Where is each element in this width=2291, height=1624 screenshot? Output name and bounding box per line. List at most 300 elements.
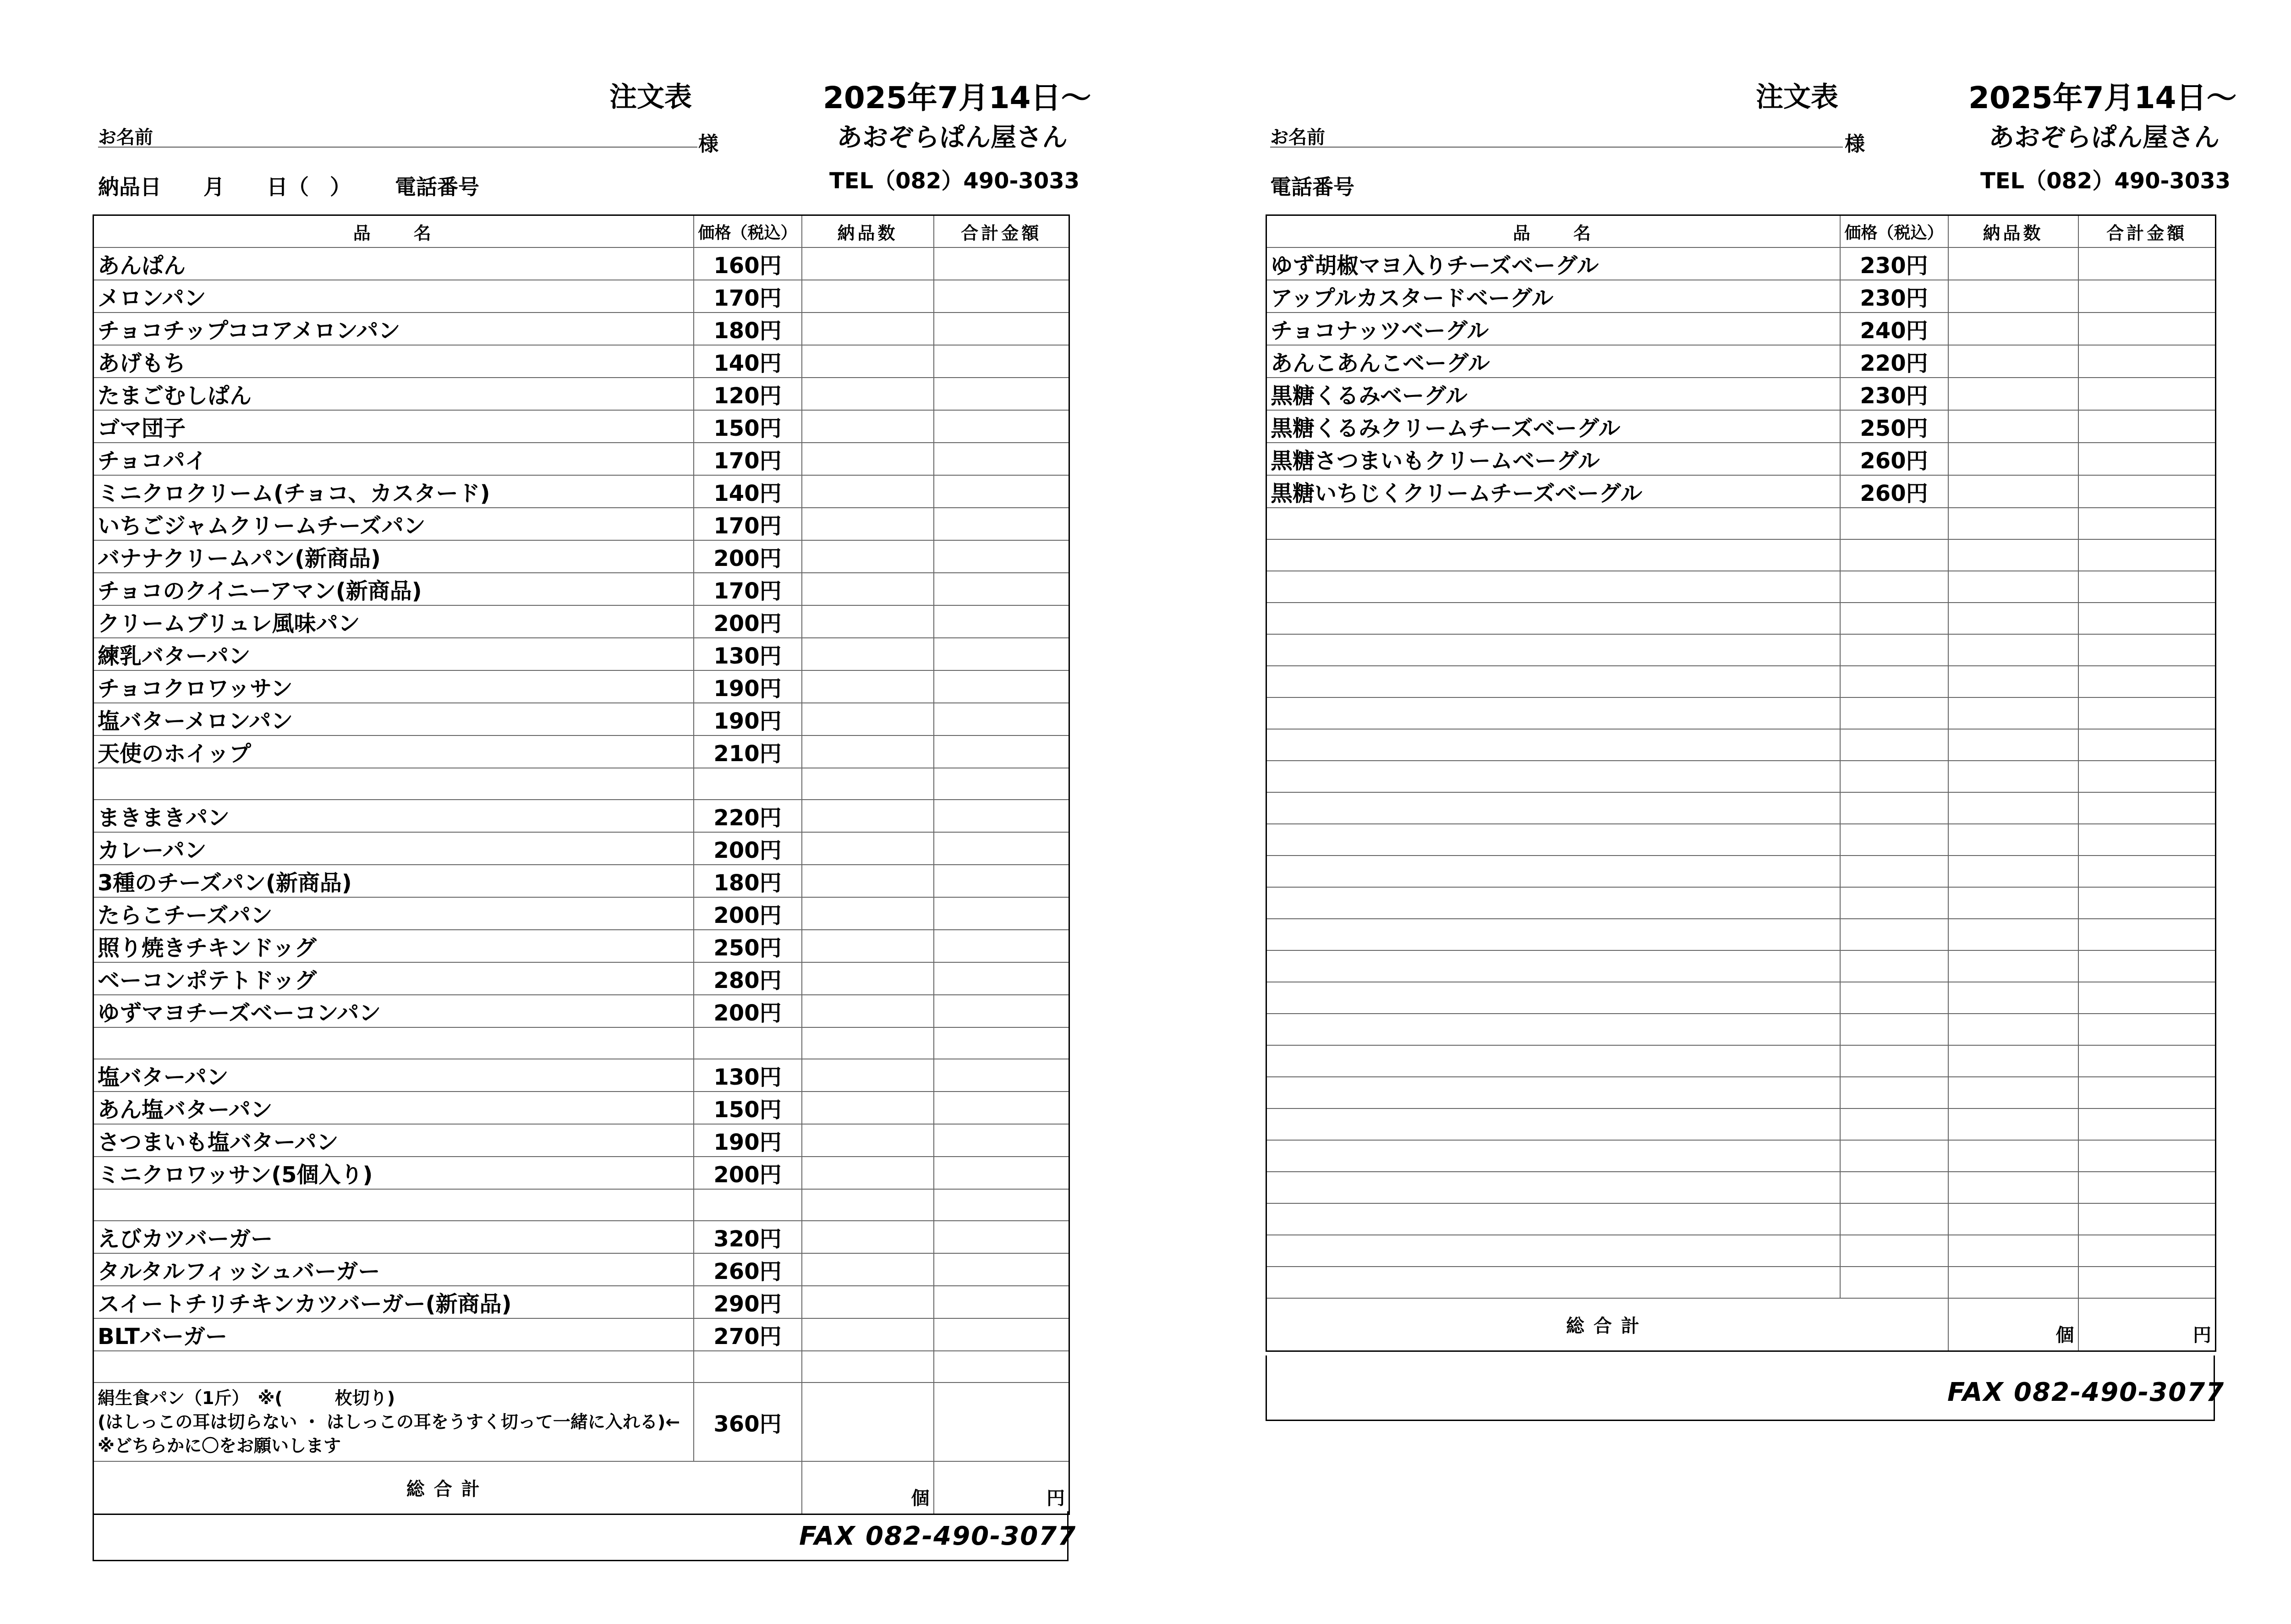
- item-name: [1266, 1140, 1840, 1172]
- item-amount[interactable]: [934, 1124, 1069, 1157]
- table-row: [93, 313, 1069, 345]
- item-name: [1266, 761, 1840, 792]
- column-name: 品 名: [1266, 215, 1840, 248]
- item-amount[interactable]: [934, 1318, 1069, 1351]
- item-amount[interactable]: [2078, 345, 2216, 378]
- item-name: 練乳バターパン: [93, 638, 694, 670]
- item-amount[interactable]: [934, 768, 1069, 800]
- item-price: [1840, 729, 1948, 761]
- tel-number: TEL（082）490-3033: [829, 168, 1080, 194]
- item-qty[interactable]: [802, 345, 934, 378]
- item-qty[interactable]: [1948, 280, 2078, 313]
- item-amount[interactable]: [934, 638, 1069, 670]
- item-amount[interactable]: [2078, 697, 2216, 729]
- item-name: [1266, 950, 1840, 982]
- item-name: [1266, 508, 1840, 539]
- item-price: [1840, 697, 1948, 729]
- item-qty[interactable]: [802, 443, 934, 475]
- table-row: [93, 1157, 1069, 1189]
- item-qty[interactable]: [1948, 950, 2078, 982]
- item-price: [1840, 603, 1948, 634]
- item-amount[interactable]: [934, 865, 1069, 897]
- item-amount[interactable]: [2078, 1203, 2216, 1235]
- item-qty[interactable]: [802, 573, 934, 605]
- table-row: [1266, 508, 2216, 539]
- item-qty[interactable]: [802, 410, 934, 443]
- item-price: 180円: [694, 313, 802, 345]
- table-row: [1266, 1108, 2216, 1140]
- item-qty[interactable]: [802, 735, 934, 768]
- total-qty[interactable]: 個: [1948, 1298, 2078, 1351]
- item-name: [1266, 982, 1840, 1014]
- item-price: 170円: [694, 280, 802, 313]
- sama-label: 様: [1845, 132, 1865, 156]
- item-name: [1266, 666, 1840, 697]
- item-qty[interactable]: [1948, 475, 2078, 508]
- item-qty[interactable]: [1948, 1077, 2078, 1108]
- bread-item-amount[interactable]: [934, 1383, 1069, 1461]
- item-name: ミニクロクリーム(チョコ、カスタード): [93, 475, 694, 508]
- item-qty[interactable]: [802, 378, 934, 410]
- item-name: まきまきパン: [93, 800, 694, 832]
- table-row: [1266, 950, 2216, 982]
- item-amount[interactable]: [934, 345, 1069, 378]
- item-qty[interactable]: [802, 1027, 934, 1059]
- table-row: [93, 832, 1069, 865]
- item-qty[interactable]: [1948, 571, 2078, 603]
- table-row: [93, 540, 1069, 573]
- item-qty[interactable]: [802, 1318, 934, 1351]
- table-row: [93, 280, 1069, 313]
- item-qty[interactable]: [802, 800, 934, 832]
- item-qty[interactable]: [1948, 603, 2078, 634]
- bread-item-cell: [93, 1383, 694, 1461]
- item-amount[interactable]: [2078, 982, 2216, 1014]
- item-name: スイートチリチキンカツバーガー(新商品): [93, 1286, 694, 1318]
- table-row: [1266, 1267, 2216, 1298]
- item-qty[interactable]: [802, 1286, 934, 1318]
- total-amount[interactable]: 円: [2078, 1298, 2216, 1351]
- item-price: [1840, 887, 1948, 919]
- item-amount[interactable]: [2078, 761, 2216, 792]
- item-price: 220円: [1840, 345, 1948, 378]
- item-name: クリームブリュレ風味パン: [93, 605, 694, 638]
- table-row: [1266, 539, 2216, 571]
- item-name: [1266, 1235, 1840, 1267]
- item-qty[interactable]: [1948, 410, 2078, 443]
- item-amount[interactable]: [934, 443, 1069, 475]
- phone-label: 電話番号: [395, 175, 479, 199]
- table-row: [1266, 1235, 2216, 1267]
- item-qty[interactable]: [1948, 508, 2078, 539]
- item-amount[interactable]: [934, 378, 1069, 410]
- item-qty[interactable]: [802, 508, 934, 540]
- item-qty[interactable]: [802, 1351, 934, 1383]
- item-name: チョコクロワッサン: [93, 670, 694, 703]
- item-amount[interactable]: [2078, 729, 2216, 761]
- item-price: 170円: [694, 443, 802, 475]
- item-amount[interactable]: [2078, 508, 2216, 539]
- item-qty[interactable]: [1948, 697, 2078, 729]
- item-price: 200円: [694, 897, 802, 930]
- bread-item-qty[interactable]: [802, 1383, 934, 1461]
- item-price: [1840, 824, 1948, 856]
- item-qty[interactable]: [802, 897, 934, 930]
- item-amount[interactable]: [934, 832, 1069, 865]
- item-price: 210円: [694, 735, 802, 768]
- item-name: ベーコンポテトドッグ: [93, 962, 694, 995]
- item-amount[interactable]: [2078, 792, 2216, 824]
- table-row: [1266, 792, 2216, 824]
- column-amount: 合計金額: [2078, 215, 2216, 248]
- item-price: 200円: [694, 605, 802, 638]
- table-row: [1266, 634, 2216, 666]
- item-amount[interactable]: [934, 1059, 1069, 1092]
- item-qty[interactable]: [1948, 1267, 2078, 1298]
- item-qty[interactable]: [802, 280, 934, 313]
- item-amount[interactable]: [2078, 539, 2216, 571]
- item-name: BLTバーガー: [93, 1318, 694, 1351]
- item-name: [1266, 539, 1840, 571]
- table-row: [93, 1027, 1069, 1059]
- column-header-row: [1266, 215, 2216, 248]
- table-row: [1266, 887, 2216, 919]
- item-amount[interactable]: [934, 897, 1069, 930]
- table-row: [93, 410, 1069, 443]
- item-name: [1266, 919, 1840, 950]
- item-qty[interactable]: [802, 962, 934, 995]
- table-row: [1266, 410, 2216, 443]
- table-row: [93, 475, 1069, 508]
- item-name: [1266, 1045, 1840, 1077]
- item-price: [1840, 1203, 1948, 1235]
- item-qty[interactable]: [1948, 792, 2078, 824]
- name-input-line[interactable]: [98, 147, 697, 148]
- item-name: [1266, 697, 1840, 729]
- item-price: 160円: [694, 247, 802, 280]
- item-price: [1840, 919, 1948, 950]
- item-name: ゆず胡椒マヨ入りチーズベーグル: [1266, 247, 1840, 280]
- item-price: 140円: [694, 475, 802, 508]
- item-price: 200円: [694, 832, 802, 865]
- item-amount[interactable]: [934, 735, 1069, 768]
- item-name: 照り焼きチキンドッグ: [93, 930, 694, 962]
- item-qty[interactable]: [1948, 729, 2078, 761]
- bread-item-name: 絹生食パン（1斤） ※( 枚切り): [98, 1388, 395, 1408]
- item-amount[interactable]: [934, 1157, 1069, 1189]
- bread-item-option: (はしっこの耳は切らない ・ はしっこの耳をうすく切って一緒に入れる)←: [98, 1412, 680, 1432]
- item-price: [1840, 761, 1948, 792]
- table-row: [93, 1286, 1069, 1318]
- item-qty[interactable]: [1948, 856, 2078, 887]
- item-amount[interactable]: [2078, 475, 2216, 508]
- total-row: [93, 1461, 1069, 1514]
- item-name: たまごむしぱん: [93, 378, 694, 410]
- table-row: [1266, 697, 2216, 729]
- item-qty[interactable]: [1948, 1014, 2078, 1045]
- item-amount[interactable]: [2078, 1172, 2216, 1203]
- item-qty[interactable]: [1948, 1140, 2078, 1172]
- table-row: [93, 378, 1069, 410]
- item-amount[interactable]: [934, 1027, 1069, 1059]
- item-price: [1840, 1108, 1948, 1140]
- item-amount[interactable]: [934, 670, 1069, 703]
- item-amount[interactable]: [2078, 378, 2216, 410]
- item-name: アップルカスタードベーグル: [1266, 280, 1840, 313]
- item-amount[interactable]: [934, 573, 1069, 605]
- table-row: [1266, 571, 2216, 603]
- table-row: [1266, 761, 2216, 792]
- item-amount[interactable]: [934, 1221, 1069, 1253]
- item-price: 190円: [694, 703, 802, 735]
- item-name: タルタルフィッシュバーガー: [93, 1253, 694, 1286]
- item-amount[interactable]: [2078, 443, 2216, 475]
- item-price: 240円: [1840, 313, 1948, 345]
- table-row: [1266, 247, 2216, 280]
- item-qty[interactable]: [802, 1124, 934, 1157]
- table-row: [1266, 1140, 2216, 1172]
- item-amount[interactable]: [2078, 1045, 2216, 1077]
- bread-item-row: [93, 1383, 1069, 1461]
- item-qty[interactable]: [1948, 634, 2078, 666]
- table-row: [93, 508, 1069, 540]
- item-amount[interactable]: [934, 1286, 1069, 1318]
- item-qty[interactable]: [802, 768, 934, 800]
- item-price: [1840, 1172, 1948, 1203]
- item-price: 280円: [694, 962, 802, 995]
- item-qty[interactable]: [802, 1221, 934, 1253]
- item-amount[interactable]: [934, 280, 1069, 313]
- table-row: [1266, 1014, 2216, 1045]
- item-name: [1266, 1267, 1840, 1298]
- item-amount[interactable]: [934, 930, 1069, 962]
- item-amount[interactable]: [934, 800, 1069, 832]
- item-price: 250円: [694, 930, 802, 962]
- item-price: [1840, 634, 1948, 666]
- name-label: お名前: [1270, 127, 1325, 148]
- item-qty[interactable]: [1948, 1045, 2078, 1077]
- table-row: [1266, 729, 2216, 761]
- item-amount[interactable]: [2078, 603, 2216, 634]
- bread-item-note: ※どちらかに〇をお願いします: [98, 1436, 341, 1456]
- total-qty[interactable]: 個: [802, 1461, 934, 1514]
- item-price: 140円: [694, 345, 802, 378]
- item-name: バナナクリームパン(新商品): [93, 540, 694, 573]
- item-name: えびカツバーガー: [93, 1221, 694, 1253]
- item-amount[interactable]: [2078, 887, 2216, 919]
- table-row: [93, 703, 1069, 735]
- item-qty[interactable]: [1948, 1203, 2078, 1235]
- item-price: 130円: [694, 1059, 802, 1092]
- item-name: [1266, 571, 1840, 603]
- table-row: [1266, 856, 2216, 887]
- item-amount[interactable]: [2078, 950, 2216, 982]
- item-price: 260円: [1840, 443, 1948, 475]
- item-amount[interactable]: [2078, 824, 2216, 856]
- table-row: [93, 897, 1069, 930]
- item-amount[interactable]: [934, 508, 1069, 540]
- item-qty[interactable]: [1948, 919, 2078, 950]
- item-amount[interactable]: [934, 962, 1069, 995]
- item-name: あんこあんこベーグル: [1266, 345, 1840, 378]
- name-input-line[interactable]: [1270, 147, 1843, 148]
- item-qty[interactable]: [802, 832, 934, 865]
- table-row: [1266, 475, 2216, 508]
- table-row: [1266, 1203, 2216, 1235]
- table-row: [93, 865, 1069, 897]
- item-amount[interactable]: [2078, 1140, 2216, 1172]
- item-qty[interactable]: [802, 475, 934, 508]
- item-qty[interactable]: [802, 670, 934, 703]
- item-qty[interactable]: [1948, 761, 2078, 792]
- column-qty: 納品数: [1948, 215, 2078, 248]
- item-price: [1840, 1140, 1948, 1172]
- item-price: [1840, 856, 1948, 887]
- item-name: たらこチーズパン: [93, 897, 694, 930]
- table-row: [93, 962, 1069, 995]
- item-price: 220円: [694, 800, 802, 832]
- item-price: [1840, 1014, 1948, 1045]
- item-name: [1266, 856, 1840, 887]
- item-qty[interactable]: [1948, 345, 2078, 378]
- table-row: [1266, 378, 2216, 410]
- shop-name: あおぞらぱん屋さん: [1989, 123, 2220, 153]
- item-amount[interactable]: [2078, 634, 2216, 666]
- delivery-date-label: 納品日 月 日（ ）: [98, 175, 351, 199]
- item-price: [1840, 792, 1948, 824]
- item-amount[interactable]: [2078, 313, 2216, 345]
- item-amount[interactable]: [934, 1253, 1069, 1286]
- item-name: ミニクロワッサン(5個入り): [93, 1157, 694, 1189]
- item-qty[interactable]: [802, 1189, 934, 1221]
- item-qty[interactable]: [802, 638, 934, 670]
- item-amount[interactable]: [2078, 280, 2216, 313]
- table-row: [93, 1253, 1069, 1286]
- table-row: [93, 995, 1069, 1027]
- item-qty[interactable]: [1948, 539, 2078, 571]
- total-amount[interactable]: 円: [934, 1461, 1069, 1514]
- item-price: [1840, 982, 1948, 1014]
- item-amount[interactable]: [2078, 856, 2216, 887]
- item-price: [1840, 1045, 1948, 1077]
- total-label: 総合計: [93, 1461, 802, 1514]
- column-name: 品 名: [93, 215, 694, 248]
- item-qty[interactable]: [802, 1253, 934, 1286]
- item-amount[interactable]: [2078, 571, 2216, 603]
- item-amount[interactable]: [934, 247, 1069, 280]
- item-qty[interactable]: [1948, 1172, 2078, 1203]
- table-row: [93, 1092, 1069, 1124]
- item-amount[interactable]: [2078, 919, 2216, 950]
- table-row: [1266, 313, 2216, 345]
- item-amount[interactable]: [934, 703, 1069, 735]
- item-qty[interactable]: [802, 1092, 934, 1124]
- item-name: あげもち: [93, 345, 694, 378]
- item-amount[interactable]: [2078, 1267, 2216, 1298]
- item-price: 150円: [694, 410, 802, 443]
- item-name: [1266, 603, 1840, 634]
- item-name: チョコのクイニーアマン(新商品): [93, 573, 694, 605]
- item-price: [1840, 1267, 1948, 1298]
- item-price: [694, 1351, 802, 1383]
- item-price: 180円: [694, 865, 802, 897]
- item-amount[interactable]: [934, 1092, 1069, 1124]
- table-row: [93, 1318, 1069, 1351]
- item-amount[interactable]: [934, 540, 1069, 573]
- item-name: [1266, 887, 1840, 919]
- item-amount[interactable]: [2078, 1108, 2216, 1140]
- item-name: メロンパン: [93, 280, 694, 313]
- item-amount[interactable]: [2078, 410, 2216, 443]
- item-qty[interactable]: [802, 1157, 934, 1189]
- item-qty[interactable]: [802, 247, 934, 280]
- item-qty[interactable]: [1948, 824, 2078, 856]
- item-name: 3種のチーズパン(新商品): [93, 865, 694, 897]
- item-qty[interactable]: [1948, 313, 2078, 345]
- item-qty[interactable]: [1948, 378, 2078, 410]
- item-name: 塩バターメロンパン: [93, 703, 694, 735]
- item-qty[interactable]: [1948, 666, 2078, 697]
- table-row: [1266, 280, 2216, 313]
- item-qty[interactable]: [1948, 443, 2078, 475]
- item-name: 黒糖さつまいもクリームベーグル: [1266, 443, 1840, 475]
- item-qty[interactable]: [802, 865, 934, 897]
- sama-label: 様: [698, 132, 718, 156]
- item-amount[interactable]: [934, 1189, 1069, 1221]
- item-qty[interactable]: [1948, 982, 2078, 1014]
- item-qty[interactable]: [802, 703, 934, 735]
- table-row: [1266, 443, 2216, 475]
- item-qty[interactable]: [802, 540, 934, 573]
- item-amount[interactable]: [2078, 1235, 2216, 1267]
- item-price: 200円: [694, 995, 802, 1027]
- item-qty[interactable]: [802, 995, 934, 1027]
- item-amount[interactable]: [934, 313, 1069, 345]
- table-row: [1266, 1077, 2216, 1108]
- item-qty[interactable]: [1948, 1235, 2078, 1267]
- item-qty[interactable]: [1948, 887, 2078, 919]
- item-name: [1266, 1014, 1840, 1045]
- item-qty[interactable]: [802, 313, 934, 345]
- item-amount[interactable]: [2078, 1014, 2216, 1045]
- item-amount[interactable]: [934, 605, 1069, 638]
- table-row: [93, 735, 1069, 768]
- item-price: [1840, 508, 1948, 539]
- item-amount[interactable]: [2078, 1077, 2216, 1108]
- item-amount[interactable]: [2078, 666, 2216, 697]
- item-qty[interactable]: [1948, 1108, 2078, 1140]
- item-amount[interactable]: [934, 995, 1069, 1027]
- table-row: [93, 1221, 1069, 1253]
- item-name: 塩バターパン: [93, 1059, 694, 1092]
- item-amount[interactable]: [934, 410, 1069, 443]
- item-qty[interactable]: [802, 1059, 934, 1092]
- item-price: 150円: [694, 1092, 802, 1124]
- item-qty[interactable]: [802, 930, 934, 962]
- table-row: [93, 573, 1069, 605]
- item-price: 270円: [694, 1318, 802, 1351]
- item-qty[interactable]: [1948, 247, 2078, 280]
- form-title: 注文表: [1756, 81, 1838, 113]
- item-name: [1266, 1108, 1840, 1140]
- item-amount[interactable]: [934, 1351, 1069, 1383]
- column-amount: 合計金額: [934, 215, 1069, 248]
- item-name: 黒糖くるみクリームチーズベーグル: [1266, 410, 1840, 443]
- table-row: [1266, 982, 2216, 1014]
- item-amount[interactable]: [2078, 247, 2216, 280]
- item-amount[interactable]: [934, 475, 1069, 508]
- item-qty[interactable]: [802, 605, 934, 638]
